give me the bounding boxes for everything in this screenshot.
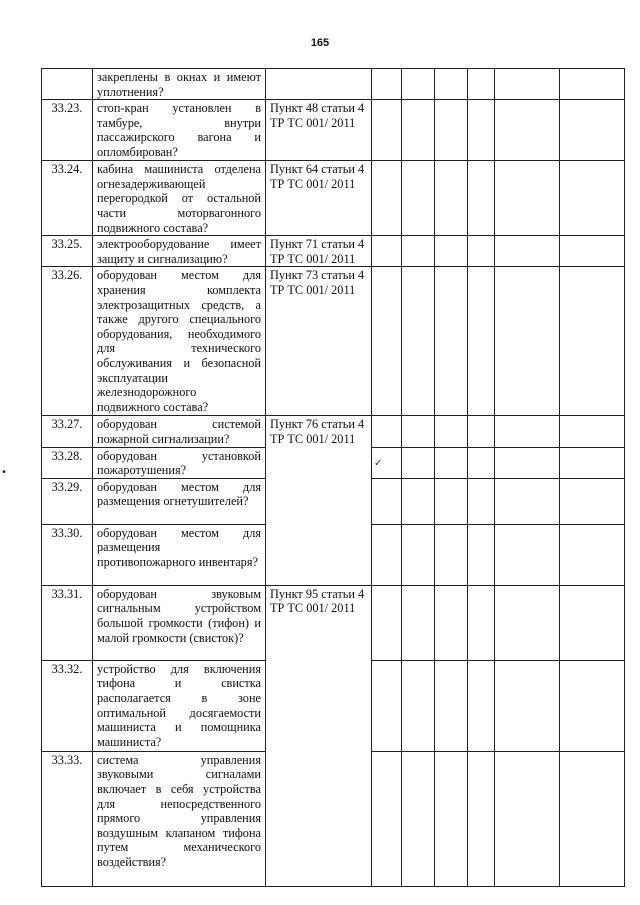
table-row [42, 267, 625, 416]
item-number: 33.26. [42, 267, 93, 416]
requirement-text: оборудован звуковым сигнальным устройством большой громкости (тифон) и малой громкости (свисток)? [93, 585, 266, 660]
checkmark-icon: ✓ [374, 458, 383, 469]
answer-cell[interactable] [495, 478, 560, 524]
answer-cell[interactable] [372, 267, 402, 416]
answer-cell[interactable] [402, 100, 435, 161]
legal-reference: Пункт 48 статьи 4 ТР ТС 001/ 2011 [266, 100, 372, 161]
answer-cell[interactable] [435, 585, 468, 660]
answer-cell[interactable] [468, 100, 495, 161]
answer-cell[interactable] [495, 751, 560, 886]
answer-cell[interactable] [372, 585, 402, 660]
table-row [42, 585, 625, 660]
answer-cell[interactable] [560, 69, 625, 100]
answer-cell[interactable] [495, 447, 560, 478]
item-number: 33.32. [42, 660, 93, 751]
answer-cell[interactable] [372, 660, 402, 751]
legal-reference: Пункт 64 статьи 4 ТР ТС 001/ 2011 [266, 161, 372, 236]
requirement-text: оборудован местом для размещения противопожарного инвентаря? [93, 524, 266, 585]
item-number: 33.23. [42, 100, 93, 161]
answer-cell[interactable] [372, 69, 402, 100]
answer-cell[interactable] [402, 69, 435, 100]
requirement-text: электрооборудование имеет защиту и сигнализацию? [93, 236, 266, 267]
answer-cell[interactable] [402, 267, 435, 416]
table-row [42, 161, 625, 236]
requirement-text: кабина машиниста отделена огнезадерживающей перегородкой от остальной части моторвагонного подвижного состава? [93, 161, 266, 236]
answer-cell[interactable] [402, 236, 435, 267]
table-row [42, 100, 625, 161]
answer-cell[interactable] [435, 267, 468, 416]
answer-cell[interactable] [402, 447, 435, 478]
item-number: 33.25. [42, 236, 93, 267]
answer-cell[interactable] [402, 660, 435, 751]
answer-cell[interactable] [560, 660, 625, 751]
table-row [42, 236, 625, 267]
answer-cell[interactable] [435, 161, 468, 236]
answer-cell[interactable] [435, 100, 468, 161]
item-number: 33.33. [42, 751, 93, 886]
answer-cell[interactable] [402, 751, 435, 886]
answer-cell[interactable] [560, 751, 625, 886]
answer-cell[interactable] [435, 236, 468, 267]
answer-cell[interactable] [468, 416, 495, 447]
answer-cell[interactable] [402, 416, 435, 447]
answer-cell[interactable] [495, 69, 560, 100]
legal-reference: Пункт 71 статьи 4 ТР ТС 001/ 2011 [266, 236, 372, 267]
answer-cell[interactable] [372, 478, 402, 524]
requirement-text: стоп-кран установлен в тамбуре, внутри пассажирского вагона и опломбирован? [93, 100, 266, 161]
page-number: 165 [310, 37, 330, 49]
answer-cell[interactable] [402, 524, 435, 585]
requirement-text: оборудован местом для хранения комплекта электрозащитных средств, а также другого специального оборудования, необходимого для технического обслуживания и безопасной эксплуатации железнодорожного подвижного состава? [93, 267, 266, 416]
answer-cell[interactable] [495, 161, 560, 236]
answer-cell[interactable] [372, 751, 402, 886]
answer-cell[interactable] [435, 660, 468, 751]
legal-reference: Пункт 95 статьи 4 ТР ТС 001/ 2011 [266, 585, 372, 886]
answer-cell[interactable] [560, 524, 625, 585]
requirement-text: закреплены в окнах и имеют уплотнения? [93, 69, 266, 100]
legal-reference [266, 69, 372, 100]
answer-cell[interactable] [435, 751, 468, 886]
margin-mark-icon: • [1, 467, 7, 478]
answer-cell[interactable] [372, 236, 402, 267]
table-row [42, 69, 625, 100]
table-row [42, 416, 625, 447]
item-number: 33.28. [42, 447, 93, 478]
requirement-text: устройство для включения тифона и свистка располагается в зоне оптимальной досягаемости машиниста и помощника машиниста? [93, 660, 266, 751]
answer-cell[interactable] [402, 585, 435, 660]
legal-reference: Пункт 76 статьи 4 ТР ТС 001/ 2011 [266, 416, 372, 585]
item-number: 33.27. [42, 416, 93, 447]
requirement-text: оборудован установкой пожаротушения? [93, 447, 266, 478]
answer-cell[interactable] [372, 161, 402, 236]
item-number: 33.29. [42, 478, 93, 524]
answer-cell[interactable] [560, 161, 625, 236]
answer-cell[interactable] [468, 236, 495, 267]
answer-cell[interactable] [495, 660, 560, 751]
legal-reference: Пункт 73 статьи 4 ТР ТС 001/ 2011 [266, 267, 372, 416]
answer-cell[interactable] [435, 69, 468, 100]
requirement-text: оборудован системой пожарной сигнализации? [93, 416, 266, 447]
requirement-text: система управления звуковыми сигналами включает в себя устройства для непосредственного прямого управления воздушным клапаном тифона путем механического воздействия? [93, 751, 266, 886]
item-number: 33.30. [42, 524, 93, 585]
answer-cell[interactable] [560, 416, 625, 447]
answer-cell[interactable] [435, 478, 468, 524]
answer-cell[interactable] [560, 585, 625, 660]
item-number [42, 69, 93, 100]
answer-cell[interactable] [468, 447, 495, 478]
answer-cell[interactable] [468, 478, 495, 524]
answer-cell[interactable] [495, 585, 560, 660]
answer-cell[interactable] [402, 161, 435, 236]
answer-cell[interactable] [495, 100, 560, 161]
requirements-table [41, 68, 625, 887]
answer-cell[interactable] [372, 524, 402, 585]
answer-cell[interactable] [468, 660, 495, 751]
item-number: 33.24. [42, 161, 93, 236]
answer-cell[interactable] [468, 267, 495, 416]
answer-cell[interactable] [495, 236, 560, 267]
answer-cell[interactable] [435, 524, 468, 585]
answer-cell[interactable] [560, 236, 625, 267]
answer-cell[interactable] [468, 751, 495, 886]
item-number: 33.31. [42, 585, 93, 660]
answer-cell[interactable] [468, 524, 495, 585]
answer-cell[interactable] [560, 267, 625, 416]
answer-cell[interactable] [495, 416, 560, 447]
answer-cell[interactable] [560, 478, 625, 524]
answer-cell[interactable] [468, 585, 495, 660]
answer-cell[interactable] [372, 100, 402, 161]
answer-cell[interactable] [468, 161, 495, 236]
answer-cell[interactable] [372, 416, 402, 447]
answer-cell[interactable] [468, 69, 495, 100]
answer-cell[interactable] [495, 524, 560, 585]
requirement-text: оборудован местом для размещения огнетушителей? [93, 478, 266, 524]
answer-cell[interactable] [560, 447, 625, 478]
answer-cell[interactable] [560, 100, 625, 161]
answer-cell[interactable] [402, 478, 435, 524]
answer-cell[interactable] [435, 447, 468, 478]
answer-cell[interactable] [495, 267, 560, 416]
answer-cell[interactable] [435, 416, 468, 447]
